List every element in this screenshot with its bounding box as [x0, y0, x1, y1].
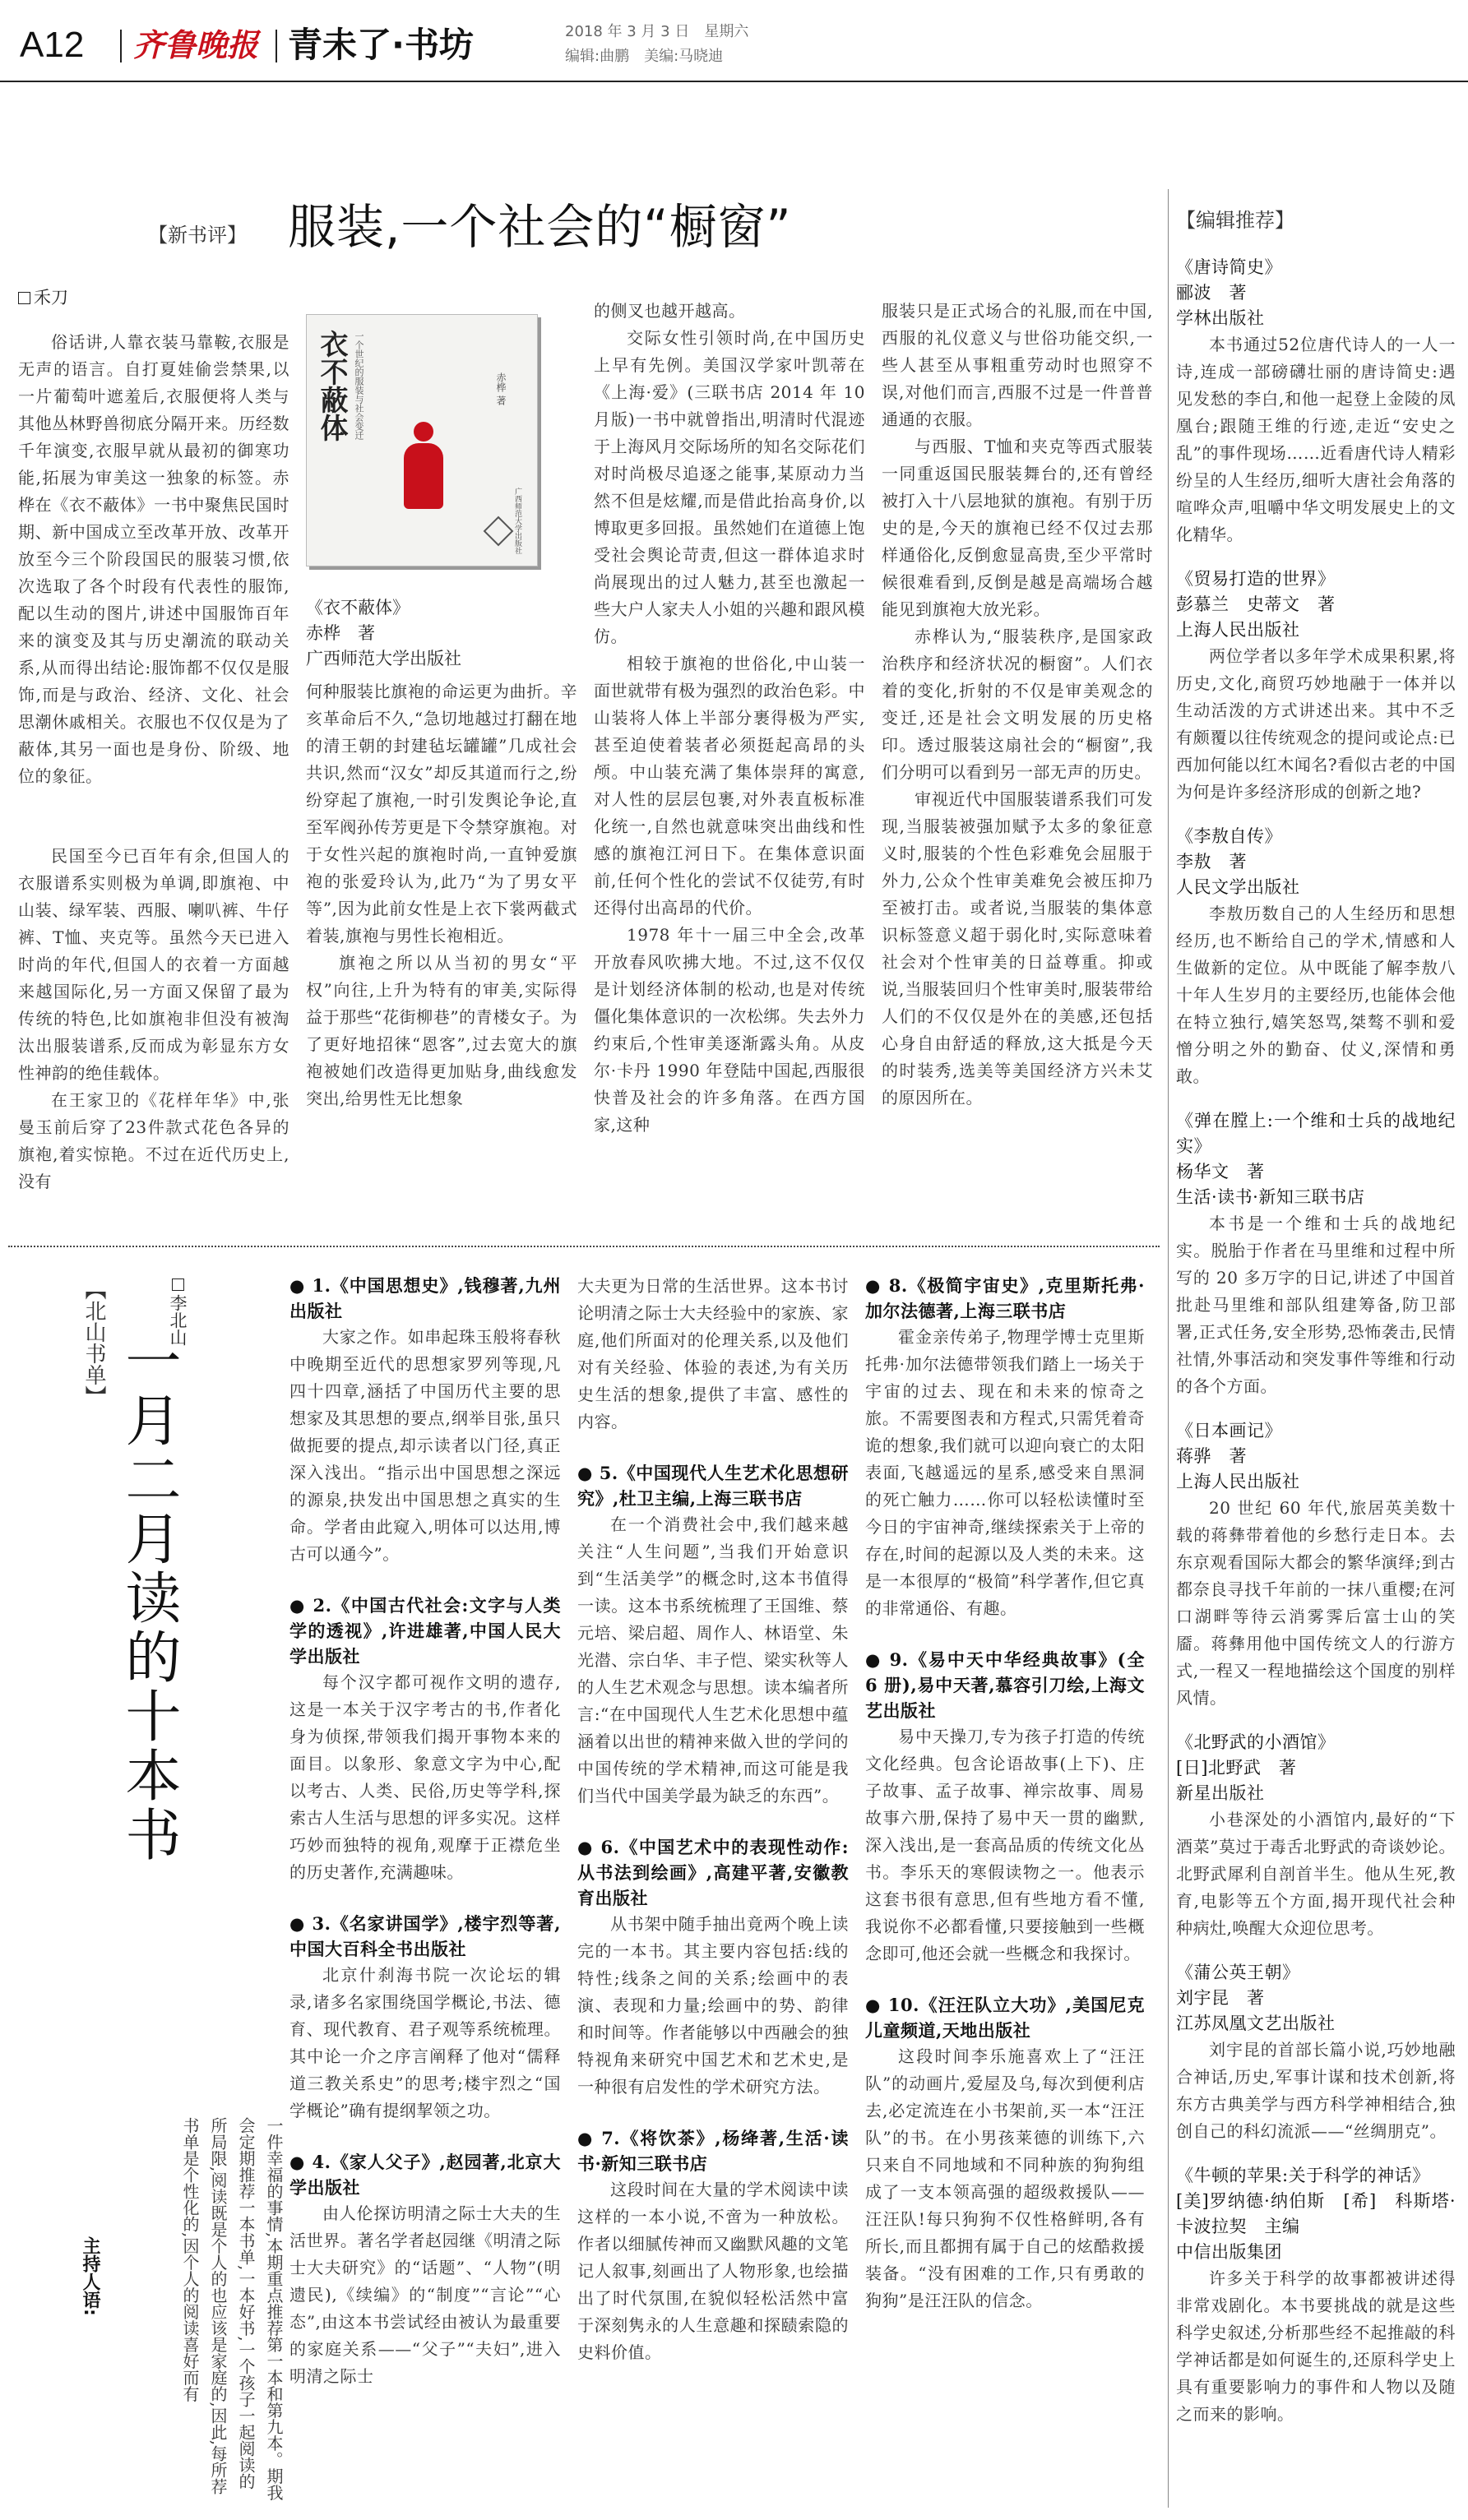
- item-body: 这段时间在大量的学术阅读中读这样的一本小说,不啻为一种放松。作者以细腻传神而又幽默风趣的文笔记人叙事,刻画出了人物形象,也绘描出了时代氛围,在貌似轻松活然中富于深刻隽永的人生意趣和探赜索隐的史料价值。: [577, 2180, 849, 2362]
- cover-author: 赤桦 著: [495, 372, 507, 405]
- item-body: 霍金亲传弟子,物理学博士克里斯托弗·加尔法德带领我们踏上一场关于宇宙的过去、现在和未来的惊奇之旅。不需要图表和方程式,只需凭着奇诡的想象,我们就可以迎向衰亡的太阳表面,飞越遥远的星系,感受来自黑洞的死亡触力……你可以轻松读懂时至今日的宇宙神奇,继续探索关于上帝的存在,时间的起源以及人类的未来。这是一本很厚的“极简”科学著作,但它真的非常通俗、有趣。: [865, 1327, 1145, 1618]
- rec-author: [日]北野武 著: [1176, 1758, 1297, 1778]
- rec-press: 中信出版集团: [1176, 2242, 1282, 2262]
- figure-body: [404, 443, 443, 509]
- rec-author: 刘宇昆 著: [1176, 1988, 1265, 2008]
- caption-title: 《衣不蔽体》: [306, 598, 410, 617]
- rec-author: 杨华文 著: [1176, 1162, 1265, 1181]
- rec-press: 新星出版社: [1176, 1783, 1265, 1803]
- rec-title: 《李敖自传》: [1176, 826, 1282, 846]
- book-caption: [306, 595, 461, 672]
- review-column-4: [882, 298, 1153, 1112]
- rec-title: 《北野武的小酒馆》: [1176, 1732, 1336, 1752]
- rec-press: 人民文学出版社: [1176, 877, 1300, 897]
- rec-body: 李敖历数自己的人生经历和思想经历,也不断给自己的学术,情感和人生做新的定位。从中既能了解李敖八十年人生岁月的主要经历,也能体会他在特立独行,嬉笑怒骂,桀骜不驯和爱憎分明之外的勤奋、仗义,深情和勇敢。: [1176, 904, 1456, 1086]
- rec-title: 《日本画记》: [1176, 1421, 1282, 1440]
- rec-press: 上海人民出版社: [1176, 620, 1300, 640]
- booklist-column-3: [865, 1273, 1145, 2314]
- review-title: 服装,一个社会的“橱窗”: [288, 199, 792, 255]
- item-heading: ● 6.《中国艺术中的表现性动作:从书法到绘画》,高建平著,安徽教育出版社: [577, 1837, 849, 1908]
- recommend-list: [1176, 255, 1456, 2428]
- paragraph: 交际女性引领时尚,在中国历史上早有先例。美国汉学家叶凯蒂在《上海·爱》(三联书店 2014 年 10 月版)一书中就曾指出,明清时代混迹于上海风月交际场所的知名交际花们对时尚极尽追逐之能事,某原动力当然不但是炫耀,而是借此抬高身价,以博取更多回报。虽然她们在道德上饱受社会舆论苛责,但这一群体追求时尚展现出的过人魅力,甚至也激起一些大户人家夫人小姐的兴趣和跟风模仿。: [594, 328, 865, 646]
- list-item: [289, 1593, 561, 1886]
- item-heading: ● 5.《中国现代人生艺术化思想研究》,杜卫主编,上海三联书店: [577, 1463, 849, 1509]
- item-body: 由人伦探访明清之际士大夫的生活世界。著名学者赵园继《明清之际士大夫研究》的“话题”、“人物”(明遗民),《续编》的“制度”“言论”“心态”,由这本书尝试经由被认为最重要的家庭关系——“父子”“夫妇”,进入明清之际士: [289, 2203, 561, 2386]
- review-column-3: [594, 298, 865, 1139]
- section-name: 青未了·书坊: [288, 25, 474, 65]
- recommend-item: [1176, 1730, 1456, 1942]
- paragraph: 赤桦认为,“服装秩序,是国家政治秩序和经济状况的橱窗”。人们衣着的变化,折射的不仅是审美观念的变迁,还是社会文明发展的历史格印。透过服装这扇社会的“橱窗”,我们分明可以看到另一部无声的历史。: [882, 627, 1153, 782]
- rec-author: 李敖 著: [1176, 852, 1247, 872]
- list-item: [577, 1834, 849, 2101]
- rec-body: 小巷深处的小酒馆内,最好的“下酒菜”莫过于毒舌北野武的奇谈妙论。北野武犀利自剖首半生。他从生死,教育,电影等五个方面,揭开现代社会种种病灶,唤醒大众迎位思考。: [1176, 1810, 1456, 1938]
- rec-press: 上海人民出版社: [1176, 1472, 1300, 1491]
- editors-credit: 编辑:曲鹏 美编:马晓迪: [565, 48, 724, 65]
- issue-date: 2018 年 3 月 3 日 星期六: [565, 23, 749, 40]
- paragraph: 服装只是正式场合的礼服,而在中国,西服的礼仪意义与世俗功能交织,一些人甚至从事粗重劳动时也照穿不误,对他们而言,西服不过是一件普普通通的衣服。: [882, 301, 1153, 429]
- rec-title: 《弹在膛上:一个维和士兵的战地纪实》: [1176, 1111, 1456, 1156]
- paragraph: 在王家卫的《花样年华》中,张曼玉前后穿了23件款式花色各异的旗袍,着实惊艳。不过在近代历史上,没有: [18, 1090, 289, 1191]
- item-body: 易中天操刀,专为孩子打造的传统文化经典。包含论语故事(上下)、庄子故事、孟子故事、禅宗故事、周易故事六册,保持了易中天一贯的幽默,深入浅出,是一套高品质的传统文化丛书。李乐天的寒假读物之一。他表示这套书很有意思,但有些地方看不懂,我说你不必都看懂,只要接触到一些概念即可,他还会就一些概念和我探讨。: [865, 1727, 1145, 1963]
- rec-body: 20 世纪 60 年代,旅居英美数十载的蒋彝带着他的乡愁行走日本。去东京观看国际大都会的繁华演绎;到古都奈良寻找千年前的一抹八重樱;在河口湖畔等待云消雾霁后富士山的笑靥。蒋彝用他中国传统文人的行游方式,一程又一程地描绘这个国度的别样风情。: [1176, 1498, 1456, 1708]
- column-tag: 【北山书单】: [81, 1278, 106, 1407]
- rec-press: 江苏凤凰文艺出版社: [1176, 2014, 1336, 2033]
- item-heading: ● 4.《家人父子》,赵园著,北京大学出版社: [289, 2152, 561, 2198]
- rec-body: 两位学者以多年学术成果积累,将历史,文化,商贸巧妙地融于一体并以生动活泼的方式讲述出来。其中不乏有颇覆以往传统观念的提问或论点:已西加何能以红木闻名?看似古老的中国为何是许多经济形成的创新之地?: [1176, 646, 1456, 802]
- publisher-logo-icon: [484, 516, 514, 547]
- rec-body: 本书通过52位唐代诗人的一人一诗,连成一部磅礴壮丽的唐诗简史:遇见发愁的李白,和他一起登上金陵的凤凰台;跟随王维的行迹,走近“安史之乱”的事件现场……近看唐代诗人精彩纷呈的人生经历,细听大唐社会角落的喧哗众声,咀嚼中华文明发展史上的文化精华。: [1176, 335, 1456, 544]
- section-divider: [8, 1246, 1160, 1247]
- cover-subtitle: 一个世纪的服装与社会变迁: [354, 331, 364, 440]
- review-column-1-top: [18, 329, 289, 790]
- item-heading: ● 1.《中国思想史》,钱穆著,九州出版社: [289, 1275, 561, 1321]
- rec-author: 郦波 著: [1176, 283, 1247, 303]
- recommend-item: [1176, 1418, 1456, 1712]
- list-item: [289, 1273, 561, 1568]
- host-label: 主持人语:: [80, 2236, 100, 2316]
- recommend-tag: 【编辑推荐】: [1176, 209, 1294, 232]
- paragraph: 的侧叉也越开越高。: [594, 301, 746, 321]
- list-item: [577, 1460, 849, 1810]
- recommend-item: [1176, 1960, 1456, 2145]
- rec-author: 彭慕兰 史蒂文 著: [1176, 594, 1336, 614]
- paragraph: 何种服装比旗袍的命运更为曲折。辛亥革命后不久,“急切地越过打翻在地的清王朝的封建毡坛罐罐”几成社会共识,然而“汉女”却反其道而行之,纷纷穿起了旗袍,一时引发舆论争论,直至军阀孙传芳更是下令禁穿旗袍。对于女性兴起的旗袍时尚,一直钟爱旗袍的张爱玲认为,此乃“为了男女平等”,因为此前女性是上衣下裳两截式着装,旗袍与男性长袍相近。: [306, 682, 577, 946]
- recommend-item: [1176, 2163, 1456, 2428]
- paragraph: 审视近代中国服装谱系我们可发现,当服装被强加赋予太多的象征意义时,服装的个性色彩难免会屈服于外力,公众个性审美难免会被压抑乃至被打击。或者说,当服装的集体意识标签意义超于弱化时,实际意味着社会对个性审美的日益尊重。抑或说,当服装回归个性审美时,服装带给人们的不仅仅是外在的美感,还包括心身自由舒适的释放,这大抵是今天的时装秀,选美等美国经济方兴未艾的原因所在。: [882, 789, 1153, 1107]
- paragraph: 与西服、T恤和夹克等西式服装一同重返国民服装舞台的,还有曾经被打入十八层地狱的旗袍。有别于历史的是,今天的旗袍已经不仅过去那样通俗化,反倒愈显高贵,至少平常时候很难看到,反倒是越是高端场合越能见到旗袍大放光彩。: [882, 437, 1153, 619]
- item-body: 从书架中随手抽出竟两个晚上读完的一本书。其主要内容包括:线的特性;线条之间的关系;绘画中的表演、表现和力量;绘画中的势、韵律和时间等。作者能够以中西融会的独特视角来研究中国艺术和艺术史,是一种很有启发性的学术研究方法。: [577, 1914, 849, 2097]
- item-heading: ● 2.《中国古代社会:文字与人类学的透视》,许进雄著,中国人民大学出版社: [289, 1595, 561, 1667]
- review-tag: 【新书评】: [148, 224, 247, 247]
- rec-title: 《唐诗简史》: [1176, 257, 1282, 277]
- rec-title: 《牛顿的苹果:关于科学的神话》: [1176, 2166, 1430, 2185]
- item-body: 大家之作。如串起珠玉般将春秋中晚期至近代的思想家罗列等现,凡四十四章,涵括了中国历代主要的思想家及其思想的要点,纲举目张,虽只做扼要的提点,却示读者以门径,真正深入浅出。“指示出中国思想之深远的源泉,抉发出中国思想之真实的生命。学者由此窥入,明体可以达用,博古可以通今”。: [289, 1327, 561, 1564]
- list-item: [865, 1647, 1145, 1967]
- square-icon: [172, 1278, 184, 1291]
- column-author: 李北山: [168, 1294, 188, 1346]
- item-body: 北京什刹海书院一次论坛的辑录,诸多名家围绕国学概论,书法、德育、现代教育、君子观等系统梳理。其中论一介之序言阐释了他对“儒释道三教关系史”的思考;楼宇烈之“国学概论”确有提纲挈领之功。: [289, 1965, 561, 2120]
- cover-press: 广西师范大学出版社: [513, 488, 521, 554]
- item-body: 大夫更为日常的生活世界。这本书讨论明清之际士大夫经验中的家族、家庭,他们所面对的伦理关系,以及他们对有关经验、体验的表述,为有关历史生活的想象,提供了丰富、感性的内容。: [577, 1276, 849, 1431]
- recommend-item: [1176, 566, 1456, 806]
- list-item: [865, 1273, 1145, 1622]
- figure-icon: [414, 422, 433, 442]
- recommend-item: [1176, 1108, 1456, 1400]
- recommend-item: [1176, 824, 1456, 1090]
- paragraph: 旗袍之所以从当初的男女“平权”向往,上升为特有的审美,实际得益于那些“花街柳巷”的青楼女子。为了更好地招徕“恩客”,过去宽大的旗袍被她们改造得更加贴身,曲线愈发突出,给男性无比想象: [306, 953, 577, 1108]
- rec-author: 蒋骅 著: [1176, 1446, 1247, 1466]
- rec-author: [美]罗纳德·纳伯斯 [希] 科斯塔·卡波拉契 主编: [1176, 2191, 1456, 2236]
- paragraph: 俗话讲,人靠衣装马靠鞍,衣服是无声的语言。自打夏娃偷尝禁果,以一片葡萄叶遮羞后,衣服便将人类与其他丛林野兽彻底分隔开来。历经数千年演变,衣服早就从最初的御寒功能,拓展为审美这一独象的标签。赤桦在《衣不蔽体》一书中聚焦民国时期、新中国成立至改革开放、改革开放至今三个阶段国民的服装习惯,依次选取了各个时段有代表性的服饰,配以生动的图片,讲述中国服饰百年来的演变及其与历史潮流的联动关系,从而得出结论:服饰都不仅仅是服饰,而是与政治、经济、文化、社会思潮休戚相关。衣服也不仅仅是为了蔽体,其另一面也是身份、阶级、地位的象征。: [18, 332, 289, 786]
- item-body: 在一个消费社会中,我们越来越关注“人生问题”,当我们开始意识到“生活美学”的概念时,这本书值得一读。这本书系统梳理了王国维、蔡元培、梁启超、周作人、林语堂、朱光潜、宗白华、丰子恺、梁实秋等人的人生艺术观念与思想。读本编者所言:“在中国现代人生艺术化思想中蕴涵着以出世的精神来做入世的学问的中国传统的学术精神,而这可能是我们当代中国美学最为缺乏的东西”。: [577, 1514, 849, 1806]
- rec-press: 生活·读书·新知三联书店: [1176, 1187, 1365, 1207]
- right-column-divider: [1168, 189, 1169, 2508]
- rec-title: 《蒲公英王朝》: [1176, 1963, 1300, 1982]
- caption-press: 广西师范大学出版社: [306, 649, 461, 668]
- rec-body: 刘宇昆的首部长篇小说,巧妙地融合神话,历史,军事计谋和技术创新,将东方古典美学与西方科学神相结合,独创自己的科幻流派——“丝绸朋克”。: [1176, 2040, 1456, 2141]
- item-heading: ● 3.《名家讲国学》,楼宇烈等著,中国大百科全书出版社: [289, 1913, 561, 1959]
- list-item-continued: [577, 1273, 849, 1436]
- caption-author: 赤桦 著: [306, 623, 375, 643]
- column-title: 一月二月读的十本书: [116, 1332, 181, 1865]
- book-cover: [306, 306, 553, 569]
- review-author: 禾刀: [34, 288, 68, 307]
- rec-body: 许多关于科学的故事都被讲述得非常戏剧化。本书要挑战的就是这些科学史叙述,分析那些经不起推敲的科学神话都是如何诞生的,还原科学史上具有重要影响力的事件和人物以及随之而来的影响。: [1176, 2268, 1456, 2424]
- item-body: 这段时间李乐施喜欢上了“汪汪队”的动画片,爱屋及乌,每次到便利店去,必定流连在小书架前,买一本“汪汪队”的书。在小男孩莱德的训练下,六只来自不同地域和不同种族的狗狗组成了一支本领高强的超级救援队——汪汪队!每只狗狗不仅性格鲜明,各有所长,而且都拥有属于自己的炫酷救援装备。“没有困难的工作,只有勇敢的狗狗”是汪汪队的信念。: [865, 2046, 1145, 2310]
- rec-press: 学林出版社: [1176, 308, 1265, 328]
- newspaper-logo: 齐鲁晚报: [133, 26, 259, 63]
- paragraph: 民国至今已百年有余,但国人的衣服谱系实则极为单调,即旗袍、中山装、绿军装、西服、喇叭裤、牛仔裤、T恤、夹克等。虽然今天已进入时尚的年代,但国人的衣着一方面越来越国际化,另一方面又保留了最为传统的特色,比如旗袍非但没有被淘汰出服装谱系,反而成为彰显东方女性神韵的绝佳载体。: [18, 846, 289, 1083]
- booklist-column-1: [289, 1273, 561, 2390]
- item-heading: ● 10.《汪汪队立大功》,美国尼克儿童频道,天地出版社: [865, 1995, 1145, 2041]
- page-number: A12: [20, 25, 85, 65]
- cover-title: 衣不蔽体: [315, 330, 348, 442]
- recommend-item: [1176, 255, 1456, 548]
- square-icon: [18, 292, 30, 304]
- list-item: [865, 1992, 1145, 2314]
- rec-body: 本书是一个维和士兵的战地纪实。脱胎于作者在马里维和过程中所写的 20 多万字的日记,讲述了中国首批赴马里维和部队组建筹备,防卫部署,正式任务,安全形势,恐怖袭击,民情社情,外事活动和突发事件等维和行动的各个方面。: [1176, 1214, 1456, 1396]
- masthead: [0, 0, 1468, 90]
- list-item: [289, 2149, 561, 2390]
- item-heading: ● 7.《将饮茶》,杨绛著,生活·读书·新知三联书店: [577, 2128, 849, 2174]
- review-column-1-bottom: [18, 843, 289, 1195]
- paragraph: 1978 年十一届三中全会,改革开放春风吹拂大地。不过,这不仅仅是计划经济体制的松动,也是对传统僵化集体意识的一次松绑。失去外力约束后,个性审美逐渐露头角。从皮尔·卡丹 1990 年登陆中国起,西服很快普及社会的许多角落。在西方国家,这种: [594, 925, 865, 1135]
- list-item: [289, 1911, 561, 2125]
- item-body: 每个汉字都可视作文明的遗存,这是一本关于汉字考古的书,作者化身为侦探,带领我们揭开事物本来的面目。以象形、象意文字为中心,配以考古、人类、民俗,历史等学科,探索古人生活与思想的评多实况。这样巧妙而独特的视角,观摩于正襟危坐的历史著作,充满趣味。: [289, 1672, 561, 1882]
- review-byline: [18, 286, 68, 309]
- item-heading: ● 8.《极简宇宙史》,克里斯托弗·加尔法德著,上海三联书店: [865, 1275, 1145, 1321]
- list-item: [577, 2125, 849, 2366]
- rec-title: 《贸易打造的世界》: [1176, 569, 1336, 589]
- item-heading: ● 9.《易中天中华经典故事》(全 6 册),易中天著,慕容引刀绘,上海文艺出版社: [865, 1649, 1145, 1721]
- paragraph: 相较于旗袍的世俗化,中山装一面世就带有极为强烈的政治色彩。中山装将人体上半部分裹得极为严实,甚至迫使着装者必须挺起高昂的头颅。中山装充满了集体崇拜的寓意,对人性的层层包裹,对外表直板标准化统一,自然也就意味突出曲线和性感的旗袍江河日下。在集体意识面前,任何个性化的尝试不仅徒劳,有时还得付出高昂的代价。: [594, 654, 865, 918]
- review-column-2: [306, 678, 577, 1112]
- host-text: 一件幸福的事情,本期重点推荐第一本和第九本。期我会定期推荐一本书单,一本好书,一个孩子一起阅读的所局限,阅读既是个人的也应该是家庭的,因此,每所荐书单是个性化的,因个人的阅读喜好而有: [180, 2117, 284, 2501]
- booklist-column-2: [577, 1273, 849, 2366]
